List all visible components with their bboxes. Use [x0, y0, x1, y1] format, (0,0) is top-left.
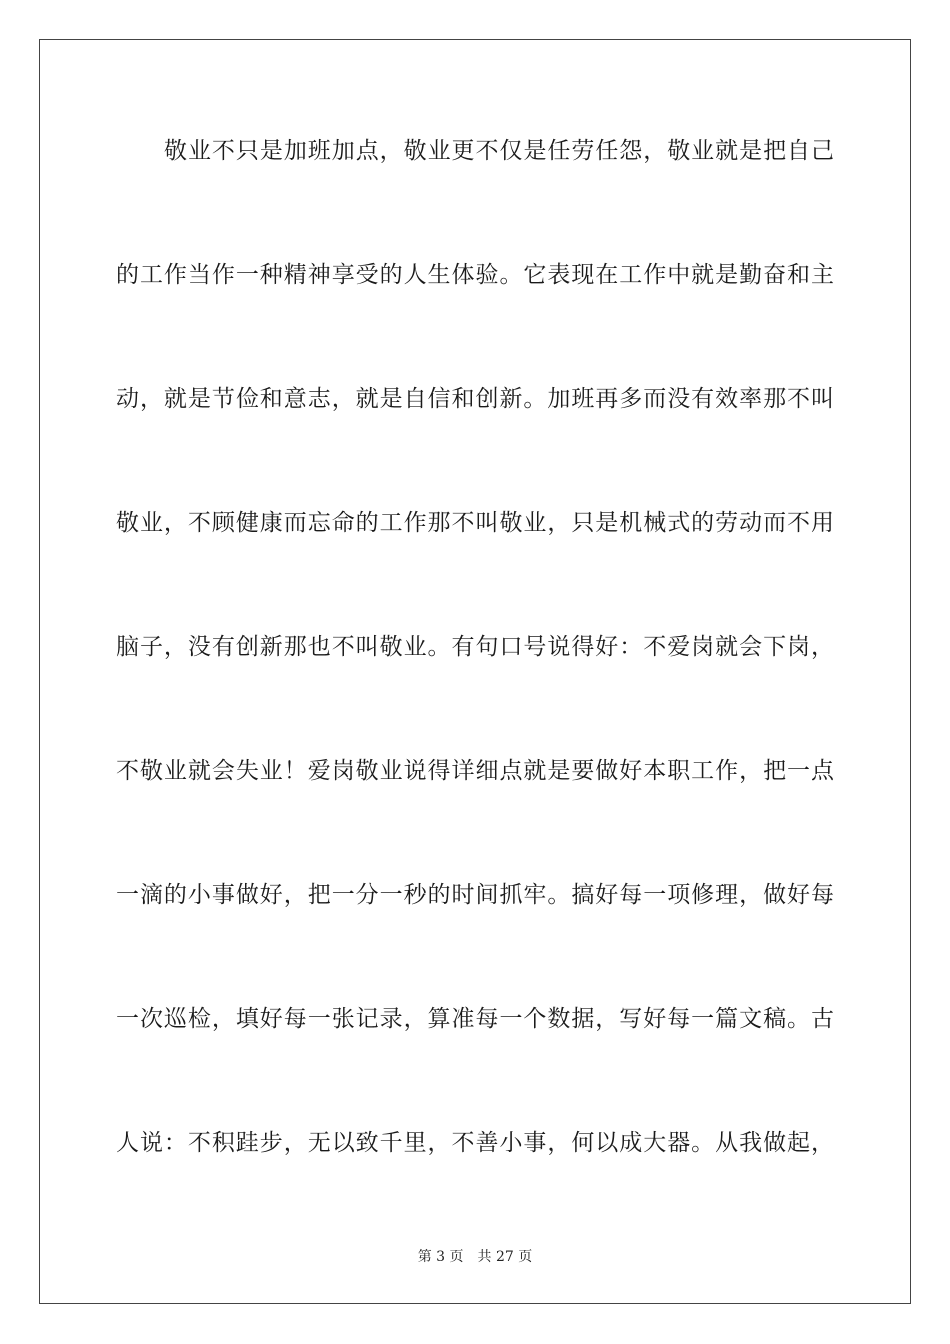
text-line-7: 一滴的小事做好，把一分一秒的时间抓牢。搞好每一项修理，做好每 [116, 882, 834, 908]
text-line-9: 人说：不积跬步，无以致千里，不善小事，何以成大器。从我做起， [116, 1130, 834, 1156]
text-line-2: 的工作当作一种精神享受的人生体验。它表现在工作中就是勤奋和主 [116, 262, 834, 288]
text-line-4: 敬业，不顾健康而忘命的工作那不叫敬业，只是机械式的劳动而不用 [116, 510, 834, 536]
page-footer [0, 1247, 950, 1267]
text-line-3: 动，就是节俭和意志，就是自信和创新。加班再多而没有效率那不叫 [116, 386, 834, 412]
page-total: 共 27 页 [477, 1249, 533, 1265]
text-line-1: 敬业不只是加班加点，敬业更不仅是任劳任怨，敬业就是把自己 [164, 138, 834, 164]
text-line-8: 一次巡检，填好每一张记录，算准每一个数据，写好每一篇文稿。古 [116, 1006, 834, 1032]
page-border [39, 39, 911, 1304]
text-line-6: 不敬业就会失业！爱岗敬业说得详细点就是要做好本职工作，把一点 [116, 758, 834, 784]
text-line-5: 脑子，没有创新那也不叫敬业。有句口号说得好：不爱岗就会下岗， [116, 634, 834, 660]
page-number: 第 3 页 [417, 1249, 464, 1265]
